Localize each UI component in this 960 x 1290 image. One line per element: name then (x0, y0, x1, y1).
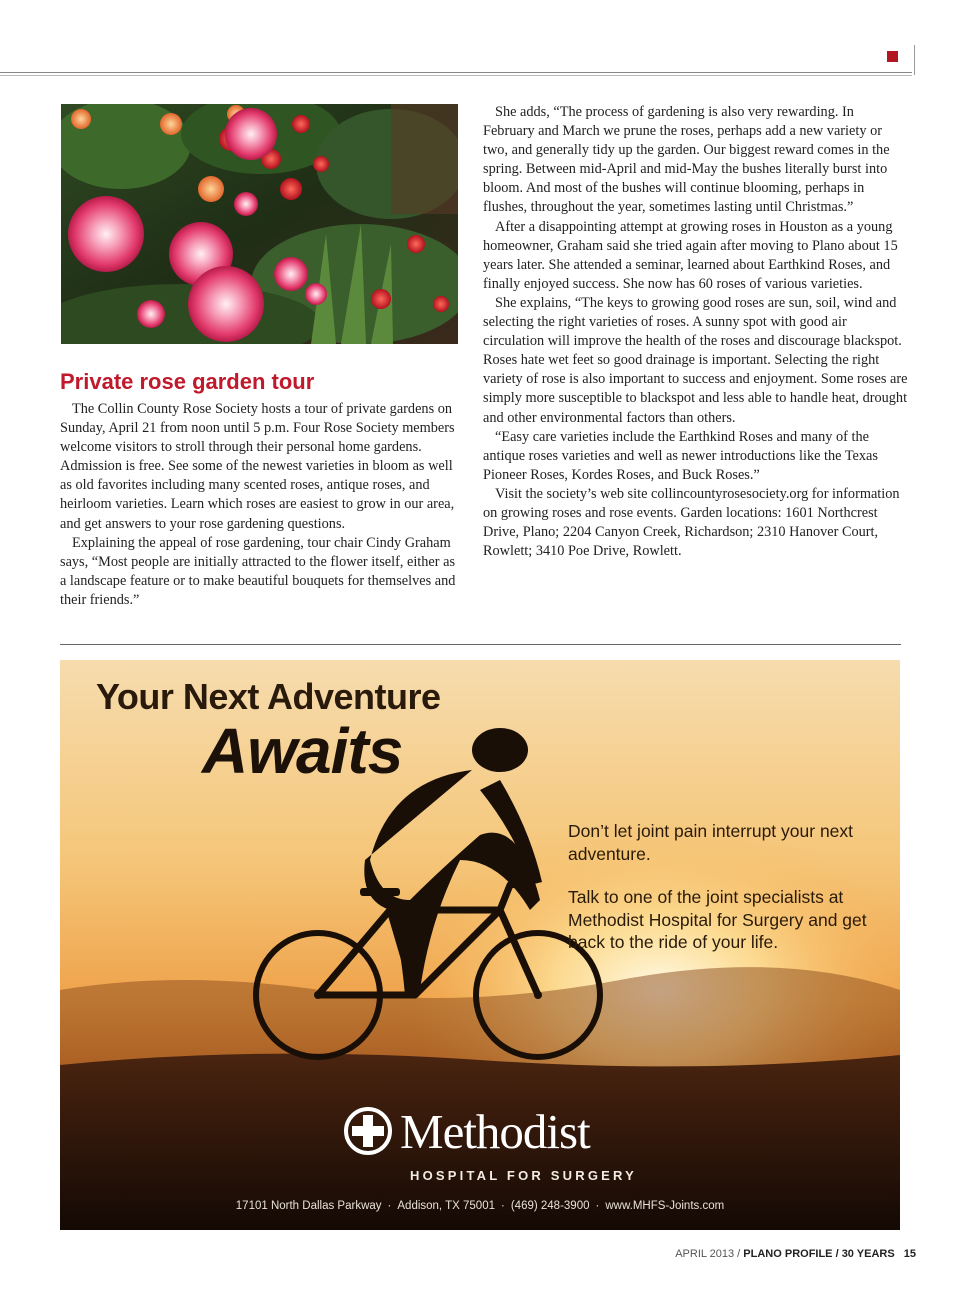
header-rule (0, 72, 912, 73)
header-rule-secondary (0, 75, 912, 76)
ad-headline-line1: Your Next Adventure (96, 676, 441, 717)
article-paragraph: After a disappointing attempt at growing roses in Houston as a young homeowner, Graham said she tried again after moving to Plano about 15 years later. She attended a seminar, learned about Earthkind Roses, and finally enjoyed success. She now has 60 roses of various varieties. (483, 218, 898, 292)
article-right-column (483, 103, 908, 561)
page-footer (675, 1248, 916, 1260)
methodist-cross-logo-icon (343, 1106, 393, 1156)
methodist-logo-wordmark: Methodist (400, 1104, 590, 1159)
ad-headline-line2: Awaits (202, 715, 403, 787)
ad-body-text: Don’t let joint pain interrupt your next adventure. (568, 821, 854, 864)
ad-url[interactable]: www.MHFS-Joints.com (605, 1200, 725, 1212)
footer-publication: PLANO PROFILE / 30 YEARS (743, 1248, 895, 1260)
ad-phone: (469) 248-3900 (510, 1200, 590, 1212)
ad-city: Addison, TX 75001 (397, 1200, 495, 1212)
article-heading: Private rose garden tour (60, 369, 315, 394)
methodist-advertisement (60, 660, 900, 1230)
methodist-logo-subtitle: HOSPITAL FOR SURGERY (410, 1168, 637, 1183)
ad-contact-line: 17101 North Dallas Parkway · Addison, TX 75001 · (469) 248-3900 · www.MHFS-Joints.com (235, 1200, 725, 1212)
rose-garden-photo (61, 104, 458, 344)
header-vertical-rule (914, 45, 915, 75)
section-divider (60, 644, 901, 645)
article-paragraph: She adds, “The process of gardening is also very rewarding. In February and March we prune the roses, perhaps add a new variety or two, and generally tidy up the garden. Our biggest reward comes in the spring. Between mid-April and mid-May the bushes literally burst into bloom. And most of the bushes will continue blooming, perhaps in flushes, throughout the year, sometimes lasting until Christmas.” (483, 104, 890, 216)
article-paragraph: Visit the society’s web site collincountyrosesociety.org for information on growing roses and rose events. Garden locations: 1601 Northcrest Drive, Plano; 2204 Canyon Creek, Richardson; 2310 Hanover Court, Rowlett; 3410 Poe Drive, Rowlett. (483, 485, 900, 560)
article-paragraph: Explaining the appeal of rose gardening, tour chair Cindy Graham says, “Most people are initially attracted to the flower itself, either as a landscape feature or to make beautiful bouquets for themselves and their friends.” (60, 534, 456, 608)
ad-body-text: Talk to one of the joint specialists at Methodist Hospital for Surgery and get back to the ride of your life. (568, 887, 867, 952)
ad-address: 17101 North Dallas Parkway (235, 1200, 382, 1212)
footer-date: APRIL 2013 / (675, 1248, 741, 1260)
article-paragraph: She explains, “The keys to growing good roses are sun, soil, wind and selecting the right varieties of roses. A sunny spot with good air circulation will improve the health of the roses and discourage blackspot. Roses hate wet feet so good drainage is important. Selecting the right variety of rose is also important to success and enjoyment. Some roses are simply more susceptible to blackspot and less able to handle heat, drought and other environmental factors than others. (483, 294, 908, 426)
article-paragraph: “Easy care varieties include the Earthkind Roses and many of the antique roses varieties and well as newer introductions like the Texas Pioneer Roses, Kordes Roses, and Buck Roses.” (483, 428, 878, 483)
corner-square-marker (887, 51, 898, 62)
article-left-column (60, 400, 460, 610)
page-number: 15 (903, 1248, 916, 1260)
article-paragraph: The Collin County Rose Society hosts a tour of private gardens on Sunday, April 21 from noon until 5 p.m. Four Rose Society members welcome visitors to stroll through their personal home gardens. Admission is free. See some of the newest varieties in bloom as well as old favorites including many scented roses, antique roses, and heirloom varieties. Learn which roses are easiest to grow in our area, and get answers to your rose gardening questions. (60, 401, 455, 532)
